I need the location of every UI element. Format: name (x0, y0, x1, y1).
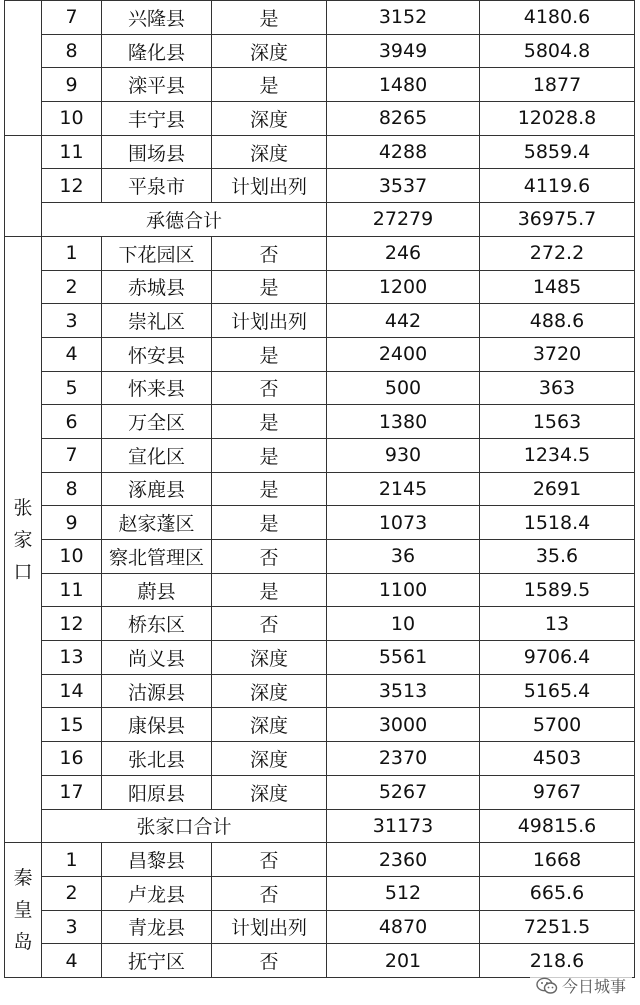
table-row (5, 102, 635, 136)
wechat-icon (536, 977, 558, 995)
value2-cell: 1877 (480, 68, 635, 102)
county-name-cell: 丰宁县 (102, 102, 212, 136)
county-name-cell: 桥东区 (102, 607, 212, 641)
index-cell: 1 (42, 843, 102, 877)
index-cell: 4 (42, 944, 102, 978)
value1-cell: 8265 (327, 102, 480, 136)
subtotal-label: 承德合计 (42, 203, 327, 237)
county-name-cell: 隆化县 (102, 34, 212, 68)
county-name-cell: 蔚县 (102, 573, 212, 607)
value1-cell: 1100 (327, 573, 480, 607)
table-row (5, 304, 635, 338)
value1-cell: 1073 (327, 506, 480, 540)
value1-cell: 3949 (327, 34, 480, 68)
watermark (530, 972, 632, 999)
status-cell: 深度 (212, 742, 327, 776)
index-cell: 12 (42, 169, 102, 203)
value2-cell: 13 (480, 607, 635, 641)
value2-cell: 2691 (480, 472, 635, 506)
value1-cell: 3152 (327, 1, 480, 35)
status-cell: 否 (212, 607, 327, 641)
value1-cell: 1200 (327, 270, 480, 304)
table-row (5, 910, 635, 944)
value1-cell: 930 (327, 438, 480, 472)
value1-cell: 2400 (327, 337, 480, 371)
status-cell: 深度 (212, 708, 327, 742)
table-row (5, 1, 635, 35)
table-row (5, 135, 635, 169)
value2-cell: 9767 (480, 775, 635, 809)
value1-cell: 3513 (327, 674, 480, 708)
table-row (5, 876, 635, 910)
value1-cell: 512 (327, 876, 480, 910)
value1-cell: 1380 (327, 405, 480, 439)
value1-cell: 4288 (327, 135, 480, 169)
index-cell: 13 (42, 641, 102, 675)
status-cell: 否 (212, 371, 327, 405)
value1-cell: 3000 (327, 708, 480, 742)
county-name-cell: 阳原县 (102, 775, 212, 809)
status-cell: 是 (212, 472, 327, 506)
value2-cell: 665.6 (480, 876, 635, 910)
value2-cell: 218.6 (480, 944, 635, 978)
table-row (5, 34, 635, 68)
city-cell (5, 135, 42, 236)
value2-cell: 4503 (480, 742, 635, 776)
index-cell: 7 (42, 438, 102, 472)
subtotal-row (5, 203, 635, 237)
status-cell: 计划出列 (212, 169, 327, 203)
county-name-cell: 张北县 (102, 742, 212, 776)
table-row (5, 506, 635, 540)
subtotal-value2: 36975.7 (480, 203, 635, 237)
value2-cell: 5804.8 (480, 34, 635, 68)
county-name-cell: 崇礼区 (102, 304, 212, 338)
data-table (4, 0, 635, 978)
value2-cell: 1485 (480, 270, 635, 304)
table-row (5, 843, 635, 877)
index-cell: 17 (42, 775, 102, 809)
value1-cell: 2370 (327, 742, 480, 776)
value1-cell: 500 (327, 371, 480, 405)
county-name-cell: 围场县 (102, 135, 212, 169)
value1-cell: 3537 (327, 169, 480, 203)
status-cell: 是 (212, 438, 327, 472)
county-name-cell: 兴隆县 (102, 1, 212, 35)
table-body (5, 1, 635, 978)
county-name-cell: 滦平县 (102, 68, 212, 102)
county-name-cell: 抚宁区 (102, 944, 212, 978)
county-name-cell: 平泉市 (102, 169, 212, 203)
index-cell: 12 (42, 607, 102, 641)
county-name-cell: 察北管理区 (102, 540, 212, 574)
county-name-cell: 万全区 (102, 405, 212, 439)
status-cell: 否 (212, 876, 327, 910)
value2-cell: 1518.4 (480, 506, 635, 540)
table-row (5, 540, 635, 574)
table-row (5, 708, 635, 742)
value1-cell: 5561 (327, 641, 480, 675)
index-cell: 11 (42, 135, 102, 169)
table-row (5, 270, 635, 304)
county-name-cell: 卢龙县 (102, 876, 212, 910)
status-cell: 否 (212, 540, 327, 574)
table-row (5, 337, 635, 371)
status-cell: 深度 (212, 641, 327, 675)
index-cell: 6 (42, 405, 102, 439)
status-cell: 是 (212, 1, 327, 35)
status-cell: 深度 (212, 34, 327, 68)
status-cell: 是 (212, 337, 327, 371)
city-cell: 张家口 (5, 236, 42, 842)
table-row (5, 405, 635, 439)
status-cell: 是 (212, 506, 327, 540)
value1-cell: 5267 (327, 775, 480, 809)
county-name-cell: 宣化区 (102, 438, 212, 472)
value1-cell: 36 (327, 540, 480, 574)
subtotal-value1: 27279 (327, 203, 480, 237)
index-cell: 14 (42, 674, 102, 708)
value1-cell: 10 (327, 607, 480, 641)
status-cell: 是 (212, 68, 327, 102)
index-cell: 9 (42, 68, 102, 102)
value2-cell: 5700 (480, 708, 635, 742)
value2-cell: 9706.4 (480, 641, 635, 675)
status-cell: 深度 (212, 102, 327, 136)
value2-cell: 1563 (480, 405, 635, 439)
value2-cell: 363 (480, 371, 635, 405)
subtotal-value1: 31173 (327, 809, 480, 843)
value1-cell: 442 (327, 304, 480, 338)
index-cell: 2 (42, 270, 102, 304)
value2-cell: 7251.5 (480, 910, 635, 944)
index-cell: 11 (42, 573, 102, 607)
county-name-cell: 赵家蓬区 (102, 506, 212, 540)
table-row (5, 742, 635, 776)
value2-cell: 5165.4 (480, 674, 635, 708)
index-cell: 4 (42, 337, 102, 371)
table-row (5, 472, 635, 506)
index-cell: 15 (42, 708, 102, 742)
county-name-cell: 涿鹿县 (102, 472, 212, 506)
watermark-text: 今日城事 (561, 977, 626, 996)
subtotal-value2: 49815.6 (480, 809, 635, 843)
index-cell: 8 (42, 34, 102, 68)
value2-cell: 1234.5 (480, 438, 635, 472)
table-row (5, 371, 635, 405)
status-cell: 否 (212, 944, 327, 978)
county-name-cell: 青龙县 (102, 910, 212, 944)
table-row (5, 236, 635, 270)
county-name-cell: 沽源县 (102, 674, 212, 708)
table-row (5, 438, 635, 472)
index-cell: 9 (42, 506, 102, 540)
value1-cell: 2145 (327, 472, 480, 506)
table-row (5, 641, 635, 675)
index-cell: 3 (42, 910, 102, 944)
value2-cell: 272.2 (480, 236, 635, 270)
status-cell: 否 (212, 236, 327, 270)
value1-cell: 2360 (327, 843, 480, 877)
index-cell: 10 (42, 540, 102, 574)
county-name-cell: 怀安县 (102, 337, 212, 371)
value2-cell: 5859.4 (480, 135, 635, 169)
index-cell: 8 (42, 472, 102, 506)
value1-cell: 1480 (327, 68, 480, 102)
index-cell: 2 (42, 876, 102, 910)
status-cell: 是 (212, 270, 327, 304)
status-cell: 是 (212, 405, 327, 439)
table-row (5, 68, 635, 102)
city-cell (5, 1, 42, 136)
value2-cell: 35.6 (480, 540, 635, 574)
value2-cell: 1668 (480, 843, 635, 877)
status-cell: 计划出列 (212, 910, 327, 944)
index-cell: 3 (42, 304, 102, 338)
value2-cell: 4119.6 (480, 169, 635, 203)
status-cell: 计划出列 (212, 304, 327, 338)
status-cell: 深度 (212, 775, 327, 809)
county-name-cell: 赤城县 (102, 270, 212, 304)
subtotal-label: 张家口合计 (42, 809, 327, 843)
table-row (5, 674, 635, 708)
subtotal-row (5, 809, 635, 843)
index-cell: 10 (42, 102, 102, 136)
county-name-cell: 下花园区 (102, 236, 212, 270)
table-row (5, 169, 635, 203)
index-cell: 5 (42, 371, 102, 405)
value2-cell: 488.6 (480, 304, 635, 338)
status-cell: 深度 (212, 674, 327, 708)
county-name-cell: 昌黎县 (102, 843, 212, 877)
value1-cell: 4870 (327, 910, 480, 944)
table-row (5, 573, 635, 607)
index-cell: 1 (42, 236, 102, 270)
value2-cell: 3720 (480, 337, 635, 371)
value1-cell: 201 (327, 944, 480, 978)
value2-cell: 1589.5 (480, 573, 635, 607)
county-name-cell: 怀来县 (102, 371, 212, 405)
value2-cell: 12028.8 (480, 102, 635, 136)
value2-cell: 4180.6 (480, 1, 635, 35)
status-cell: 深度 (212, 135, 327, 169)
index-cell: 16 (42, 742, 102, 776)
value1-cell: 246 (327, 236, 480, 270)
city-cell: 秦皇岛 (5, 843, 42, 978)
status-cell: 否 (212, 843, 327, 877)
county-name-cell: 康保县 (102, 708, 212, 742)
county-name-cell: 尚义县 (102, 641, 212, 675)
table-row (5, 775, 635, 809)
table-row (5, 607, 635, 641)
status-cell: 是 (212, 573, 327, 607)
index-cell: 7 (42, 1, 102, 35)
